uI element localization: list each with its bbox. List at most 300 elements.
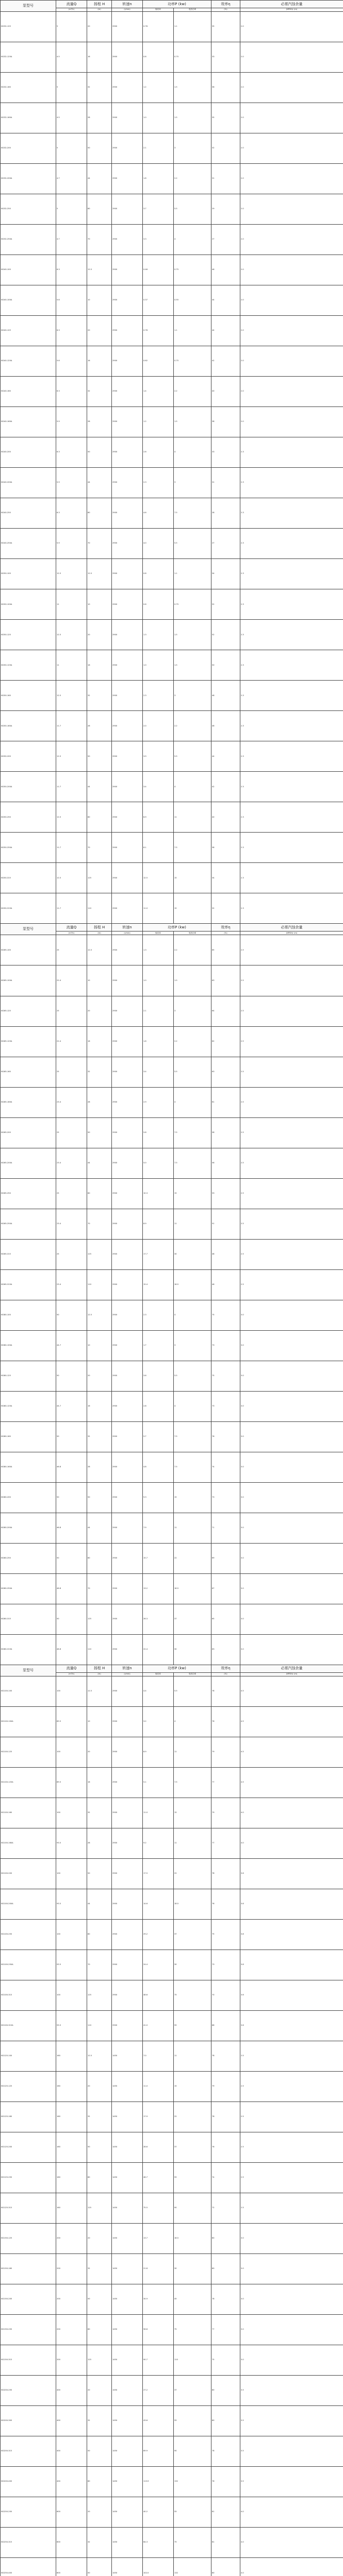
efficiency-cell: 79 — [211, 1737, 240, 1767]
shaft-power-cell: 3.7 — [143, 194, 174, 225]
table-row — [1, 2224, 343, 2254]
shaft-power-cell: 75.5 — [143, 2193, 174, 2224]
efficiency-cell: 67 — [211, 1573, 240, 1604]
model-cell: ISG65-160A — [1, 1087, 56, 1117]
flow-cell: 50 — [56, 1300, 87, 1330]
npsh-cell: 2.3 — [240, 681, 343, 711]
flow-cell: 6.3 — [56, 377, 87, 407]
flow-cell: 25 — [56, 996, 87, 1026]
npsh-cell: 2.0 — [240, 407, 343, 437]
efficiency-cell: 50 — [211, 650, 240, 681]
speed-cell: 2900 — [112, 73, 143, 103]
shaft-power-cell: 11.0 — [143, 2072, 174, 2102]
efficiency-cell: 29 — [211, 194, 240, 225]
shaft-power-header: 轴功率 — [143, 1672, 174, 1676]
speed-cell: 2900 — [112, 1452, 143, 1482]
table-row — [1, 1300, 343, 1330]
head-cell: 12.5 — [87, 559, 112, 589]
shaft-power-cell: 1.0 — [143, 103, 174, 133]
speed-cell: 2900 — [112, 1737, 143, 1767]
efficiency-cell: 33 — [211, 42, 240, 73]
flow-cell: 50 — [56, 1543, 87, 1573]
speed-cell: 2900 — [112, 893, 143, 924]
flow-cell: 160 — [56, 2193, 87, 2224]
motor-power-cell: 2.2 — [174, 164, 211, 194]
table-row — [1, 437, 343, 468]
table-row — [1, 996, 343, 1026]
npsh-cell: 2.3 — [240, 437, 343, 468]
model-cell: ISG150-160 — [1, 2254, 56, 2284]
motor-power-cell: 5.5 — [174, 741, 211, 772]
head-cell: 80 — [87, 1919, 112, 1950]
speed-header: 转速n — [112, 1, 143, 8]
flow-cell: 50 — [56, 1421, 87, 1452]
table-row — [1, 1178, 343, 1209]
motor-power-cell: 4 — [174, 1087, 211, 1117]
shaft-power-cell: 41.0 — [143, 2011, 174, 2041]
speed-cell: 2900 — [112, 741, 143, 772]
table-row — [1, 802, 343, 833]
flow-cell: 5.9 — [56, 529, 87, 559]
motor-power-cell: 75 — [174, 2528, 211, 2558]
efficiency-cell: 31 — [211, 164, 240, 194]
head-cell: 32 — [87, 2254, 112, 2284]
table-row — [1, 1482, 343, 1513]
motor-power-cell: 37 — [174, 2132, 211, 2163]
shaft-power-cell: 2.9 — [143, 1087, 174, 1117]
flow-cell: 46.8 — [56, 1573, 87, 1604]
speed-cell: 2900 — [112, 225, 143, 255]
table-row — [1, 529, 343, 559]
efficiency-cell: 76 — [211, 2132, 240, 2163]
npsh-cell: 3.5 — [240, 2406, 343, 2436]
efficiency-cell: 72 — [211, 2193, 240, 2224]
speed-cell: 2900 — [112, 1178, 143, 1209]
flow-cell: 12.5 — [56, 620, 87, 650]
flow-cell: 25 — [56, 1239, 87, 1269]
motor-power-cell: 18.5 — [174, 2224, 211, 2254]
table-header-row — [1, 924, 343, 931]
npsh-cell: 3.0 — [240, 1452, 343, 1482]
flow-cell: 5 — [56, 12, 87, 42]
motor-power-cell: 132 — [174, 2467, 211, 2497]
efficiency-cell: 69 — [211, 1543, 240, 1573]
model-cell: ISG80-250 — [1, 1543, 56, 1573]
head-cell: 125 — [87, 863, 112, 893]
shaft-power-cell: 43.6 — [143, 2406, 174, 2436]
speed-cell: 2900 — [112, 346, 143, 377]
efficiency-cell: 79 — [211, 2072, 240, 2102]
speed-cell: 1450 — [112, 2436, 143, 2467]
speed-cell: 2900 — [112, 620, 143, 650]
flow-cell: 23.4 — [56, 1269, 87, 1300]
flow-cell: 12.5 — [56, 559, 87, 589]
model-cell: ISG50-160A — [1, 711, 56, 741]
efficiency-cell: 73 — [211, 1391, 240, 1421]
efficiency-cell: 48 — [211, 1239, 240, 1269]
flow-cell: 46.8 — [56, 1452, 87, 1482]
model-cell: ISG250-315 — [1, 2528, 56, 2558]
speed-cell: 2900 — [112, 498, 143, 529]
efficiency-cell: 81 — [211, 2528, 240, 2558]
head-cell: 50 — [87, 2436, 112, 2467]
motor-power-cell: 3 — [174, 133, 211, 164]
motor-power-cell: 2.2 — [174, 711, 211, 741]
head-cell: 16 — [87, 346, 112, 377]
efficiency-cell: 46 — [211, 711, 240, 741]
table-row — [1, 2345, 343, 2376]
model-cell: ISG200-300 — [1, 2406, 56, 2436]
efficiency-cell: 28 — [211, 498, 240, 529]
motor-power-cell: 3 — [174, 681, 211, 711]
head-cell: 70 — [87, 1950, 112, 1980]
speed-header: 转速n — [112, 924, 143, 931]
flow-unit: (m³/h) — [56, 8, 87, 12]
flow-cell: 89.5 — [56, 1767, 87, 1798]
model-cell: ISG50-315 — [1, 863, 56, 893]
npsh-cell: 2.5 — [240, 1178, 343, 1209]
efficiency-cell: 75 — [211, 2345, 240, 2376]
head-cell: 16 — [87, 650, 112, 681]
table-row — [1, 1269, 343, 1300]
speed-cell: 2900 — [112, 529, 143, 559]
npsh-cell: 3.0 — [240, 1543, 343, 1573]
table-row — [1, 711, 343, 741]
speed-cell: 2900 — [112, 103, 143, 133]
model-cell: ISG65-200A — [1, 1148, 56, 1178]
npsh-cell: 2.5 — [240, 1057, 343, 1087]
shaft-power-cell: 2.6 — [143, 437, 174, 468]
motor-power-cell: 75 — [174, 2315, 211, 2345]
efficiency-unit: (%) — [211, 931, 240, 935]
shaft-power-cell: 17.5 — [143, 1858, 174, 1889]
head-cell: 80 — [87, 2163, 112, 2193]
flow-cell: 200 — [56, 2224, 87, 2254]
shaft-power-cell: 90.7 — [143, 2345, 174, 2376]
shaft-power-cell: 2.3 — [143, 468, 174, 498]
efficiency-cell: 32 — [211, 893, 240, 924]
head-cell: 32 — [87, 1421, 112, 1452]
model-cell: ISG65-100 — [1, 935, 56, 965]
npsh-cell: 4.0 — [240, 1828, 343, 1858]
flow-cell: 400 — [56, 2436, 87, 2467]
npsh-cell: 2.3 — [240, 802, 343, 833]
npsh-cell: 3.0 — [240, 1634, 343, 1665]
efficiency-cell: 51 — [211, 1209, 240, 1239]
shaft-power-cell: 4.4 — [143, 1676, 174, 1706]
efficiency-unit: (%) — [211, 8, 240, 12]
flow-cell: 23.4 — [56, 1209, 87, 1239]
shaft-power-cell: 1.0 — [143, 965, 174, 996]
head-cell: 32 — [87, 377, 112, 407]
motor-power-header: 电机功率 — [174, 1672, 211, 1676]
speed-cell: 2900 — [112, 1676, 143, 1706]
speed-cell: 2900 — [112, 2011, 143, 2041]
flow-cell: 93.5 — [56, 1828, 87, 1858]
speed-cell: 2900 — [112, 316, 143, 346]
efficiency-cell: 32 — [211, 133, 240, 164]
speed-cell: 2900 — [112, 1482, 143, 1513]
speed-cell: 2900 — [112, 1604, 143, 1634]
efficiency-cell: 75 — [211, 1300, 240, 1330]
head-cell: 20 — [87, 2224, 112, 2254]
model-cell: ISG100-160 — [1, 1798, 56, 1828]
efficiency-cell: 52 — [211, 589, 240, 620]
speed-cell: 2900 — [112, 1361, 143, 1391]
npsh-cell: 2.5 — [240, 1209, 343, 1239]
table-row — [1, 133, 343, 164]
shaft-power-cell: 69.9 — [143, 2436, 174, 2467]
motor-power-cell: 90 — [174, 2436, 211, 2467]
model-header: 泵型号 — [1, 924, 56, 935]
head-unit: (m) — [87, 8, 112, 12]
table-row — [1, 1950, 343, 1980]
speed-cell: 2900 — [112, 1391, 143, 1421]
model-cell: ISG40-125A — [1, 346, 56, 377]
motor-power-cell: 2.2 — [174, 935, 211, 965]
speed-cell: 2900 — [112, 1919, 143, 1950]
efficiency-cell: 33 — [211, 437, 240, 468]
speed-cell: 2900 — [112, 1798, 143, 1828]
model-cell: ISG80-250A — [1, 1573, 56, 1604]
head-cell: 70 — [87, 1573, 112, 1604]
npsh-cell: 4.0 — [240, 2528, 343, 2558]
npsh-cell: 2.3 — [240, 833, 343, 863]
model-header: 泵型号 — [1, 1665, 56, 1676]
table-row — [1, 1026, 343, 1057]
flow-cell: 100 — [56, 1737, 87, 1767]
shaft-power-cell: 10.3 — [143, 1178, 174, 1209]
flow-cell: 46.8 — [56, 1634, 87, 1665]
table-row — [1, 2102, 343, 2132]
table-row — [1, 1117, 343, 1148]
npsh-cell: 2.3 — [240, 863, 343, 893]
flow-cell: 4.7 — [56, 164, 87, 194]
table-row — [1, 1361, 343, 1391]
motor-power-cell: 15 — [174, 863, 211, 893]
efficiency-cell: 44 — [211, 285, 240, 316]
speed-cell: 2900 — [112, 12, 143, 42]
head-cell: 50 — [87, 1858, 112, 1889]
model-cell: ISG150-200 — [1, 2284, 56, 2315]
shaft-power-cell: 17.9 — [143, 2102, 174, 2132]
efficiency-cell: 78 — [211, 2284, 240, 2315]
shaft-power-cell: 29.2 — [143, 1919, 174, 1950]
motor-power-cell: 18.5 — [174, 1573, 211, 1604]
npsh-cell: 3.0 — [240, 2284, 343, 2315]
npsh-cell: 2.5 — [240, 965, 343, 996]
shaft-power-cell: 5.8 — [143, 1117, 174, 1148]
flow-cell: 4.5 — [56, 103, 87, 133]
npsh-cell: 3.0 — [240, 2345, 343, 2376]
model-cell: ISG50-100A — [1, 589, 56, 620]
head-cell: 20 — [87, 996, 112, 1026]
flow-header: 流量Q — [56, 1665, 87, 1672]
table-row — [1, 1391, 343, 1421]
speed-cell: 2900 — [112, 1858, 143, 1889]
table-row — [1, 1452, 343, 1482]
model-cell: ISG32-250A — [1, 225, 56, 255]
speed-cell: 2900 — [112, 589, 143, 620]
motor-power-cell: 11 — [174, 2041, 211, 2072]
speed-cell: 2900 — [112, 1239, 143, 1269]
speed-cell: 2900 — [112, 1950, 143, 1980]
shaft-power-cell: 4.0 — [143, 529, 174, 559]
table-row — [1, 1148, 343, 1178]
head-cell: 80 — [87, 1178, 112, 1209]
shaft-power-cell: 0.46 — [143, 255, 174, 285]
speed-cell: 2900 — [112, 1026, 143, 1057]
head-cell: 50 — [87, 2558, 112, 2576]
shaft-power-cell: 0.76 — [143, 12, 174, 42]
npsh-cell: 3.6 — [240, 1889, 343, 1919]
npsh-cell: 2.5 — [240, 2041, 343, 2072]
npsh-cell: 2.0 — [240, 377, 343, 407]
flow-cell: 200 — [56, 2345, 87, 2376]
speed-cell: 1450 — [112, 2406, 143, 2436]
efficiency-cell: 74 — [211, 1452, 240, 1482]
efficiency-cell: 78 — [211, 1676, 240, 1706]
efficiency-cell: 36 — [211, 73, 240, 103]
motor-power-cell: 15 — [174, 2072, 211, 2102]
head-cell: 125 — [87, 1604, 112, 1634]
speed-cell: 2900 — [112, 164, 143, 194]
head-cell: 125 — [87, 2193, 112, 2224]
table-row — [1, 2315, 343, 2345]
npsh-cell: 2.0 — [240, 346, 343, 377]
head-cell: 32 — [87, 1798, 112, 1828]
shaft-power-cell: 22.4 — [143, 1634, 174, 1665]
motor-power-cell: 0.75 — [174, 42, 211, 73]
flow-cell: 23.4 — [56, 1148, 87, 1178]
model-cell: ISG65-125A — [1, 1026, 56, 1057]
shaft-power-cell: 8.9 — [143, 1209, 174, 1239]
efficiency-cell: 80 — [211, 2224, 240, 2254]
head-cell: 20 — [87, 620, 112, 650]
efficiency-cell: 80 — [211, 2254, 240, 2284]
model-cell: ISG250-250 — [1, 2497, 56, 2528]
table-row — [1, 1330, 343, 1361]
flow-cell: 160 — [56, 2132, 87, 2163]
npsh-header: 必需汽蚀余量 — [240, 1, 343, 8]
shaft-power-cell: 4.8 — [143, 1452, 174, 1482]
npsh-cell: 2.0 — [240, 255, 343, 285]
npsh-cell: 3.6 — [240, 2011, 343, 2041]
model-cell: ISG40-250 — [1, 498, 56, 529]
shaft-power-cell: 3.4 — [143, 772, 174, 802]
shaft-power-cell: 27.2 — [143, 2376, 174, 2406]
flow-cell: 11.7 — [56, 893, 87, 924]
npsh-cell: 3.5 — [240, 2436, 343, 2467]
shaft-power-header: 轴功率 — [143, 8, 174, 12]
head-cell: 20 — [87, 316, 112, 346]
model-cell: ISG32-125 — [1, 12, 56, 42]
table-row — [1, 2011, 343, 2041]
motor-power-cell: 5.5 — [174, 1676, 211, 1706]
model-cell: ISG50-160 — [1, 681, 56, 711]
efficiency-cell: 27 — [211, 529, 240, 559]
speed-cell: 2900 — [112, 935, 143, 965]
table-row — [1, 407, 343, 437]
speed-cell: 1450 — [112, 2041, 143, 2072]
table-row — [1, 1604, 343, 1634]
speed-cell: 2900 — [112, 559, 143, 589]
npsh-cell: 3.0 — [240, 1300, 343, 1330]
motor-power-cell: 15 — [174, 1178, 211, 1209]
efficiency-cell: 44 — [211, 316, 240, 346]
motor-power-cell: 7.5 — [174, 1767, 211, 1798]
shaft-power-cell: 3.2 — [143, 1706, 174, 1737]
npsh-header: 必需汽蚀余量 — [240, 1665, 343, 1672]
head-cell: 44 — [87, 468, 112, 498]
flow-cell: 5.9 — [56, 468, 87, 498]
motor-power-cell: 7.5 — [174, 1421, 211, 1452]
efficiency-cell: 42 — [211, 346, 240, 377]
model-cell: ISG100-315A — [1, 2011, 56, 2041]
shaft-power-cell: 9.2 — [143, 1828, 174, 1858]
head-cell: 16 — [87, 1026, 112, 1057]
model-cell: ISG50-250 — [1, 802, 56, 833]
model-cell: ISG125-250 — [1, 2163, 56, 2193]
shaft-power-cell: 26.3 — [143, 1604, 174, 1634]
table-row — [1, 103, 343, 133]
efficiency-cell: 27 — [211, 225, 240, 255]
npsh-cell: 2.3 — [240, 498, 343, 529]
shaft-power-cell: 40.2 — [143, 2497, 174, 2528]
shaft-power-header: 轴功率 — [143, 931, 174, 935]
efficiency-cell: 38 — [211, 407, 240, 437]
efficiency-cell: 75 — [211, 1919, 240, 1950]
model-cell: ISG50-125A — [1, 650, 56, 681]
motor-power-cell: 0.75 — [174, 346, 211, 377]
head-cell: 50 — [87, 437, 112, 468]
model-cell: ISG50-315A — [1, 893, 56, 924]
npsh-cell: 2.0 — [240, 164, 343, 194]
head-cell: 50 — [87, 2132, 112, 2163]
motor-power-cell: 7.5 — [174, 1452, 211, 1482]
head-header: 扬程 H — [87, 1, 112, 8]
model-cell: ISG65-200 — [1, 1117, 56, 1148]
model-cell: ISG65-315A — [1, 1269, 56, 1300]
flow-cell: 5.9 — [56, 407, 87, 437]
npsh-cell: 3.0 — [240, 1573, 343, 1604]
model-cell: ISG125-100 — [1, 2041, 56, 2072]
npsh-cell: 2.5 — [240, 935, 343, 965]
efficiency-cell: 70 — [211, 1980, 240, 2011]
table-row — [1, 935, 343, 965]
efficiency-cell: 78 — [211, 2041, 240, 2072]
motor-power-cell: 11 — [174, 1828, 211, 1858]
table-row — [1, 2528, 343, 2558]
table-row — [1, 2132, 343, 2163]
efficiency-cell: 46 — [211, 1269, 240, 1300]
flow-cell: 23.4 — [56, 1087, 87, 1117]
model-cell: ISG65-315 — [1, 1239, 56, 1269]
shaft-power-cell: 6.1 — [143, 833, 174, 863]
head-cell: 12.5 — [87, 255, 112, 285]
efficiency-cell: 64 — [211, 996, 240, 1026]
table-row — [1, 1858, 343, 1889]
flow-cell: 600 — [56, 2497, 87, 2528]
head-unit: (m) — [87, 931, 112, 935]
model-cell: ISG100-315 — [1, 1980, 56, 2011]
model-cell: ISG32-160 — [1, 73, 56, 103]
shaft-power-cell: 13.2 — [143, 1573, 174, 1604]
efficiency-cell: 80 — [211, 2406, 240, 2436]
npsh-cell: 3.0 — [240, 1604, 343, 1634]
npsh-cell: 2.0 — [240, 103, 343, 133]
efficiency-cell: 46 — [211, 255, 240, 285]
